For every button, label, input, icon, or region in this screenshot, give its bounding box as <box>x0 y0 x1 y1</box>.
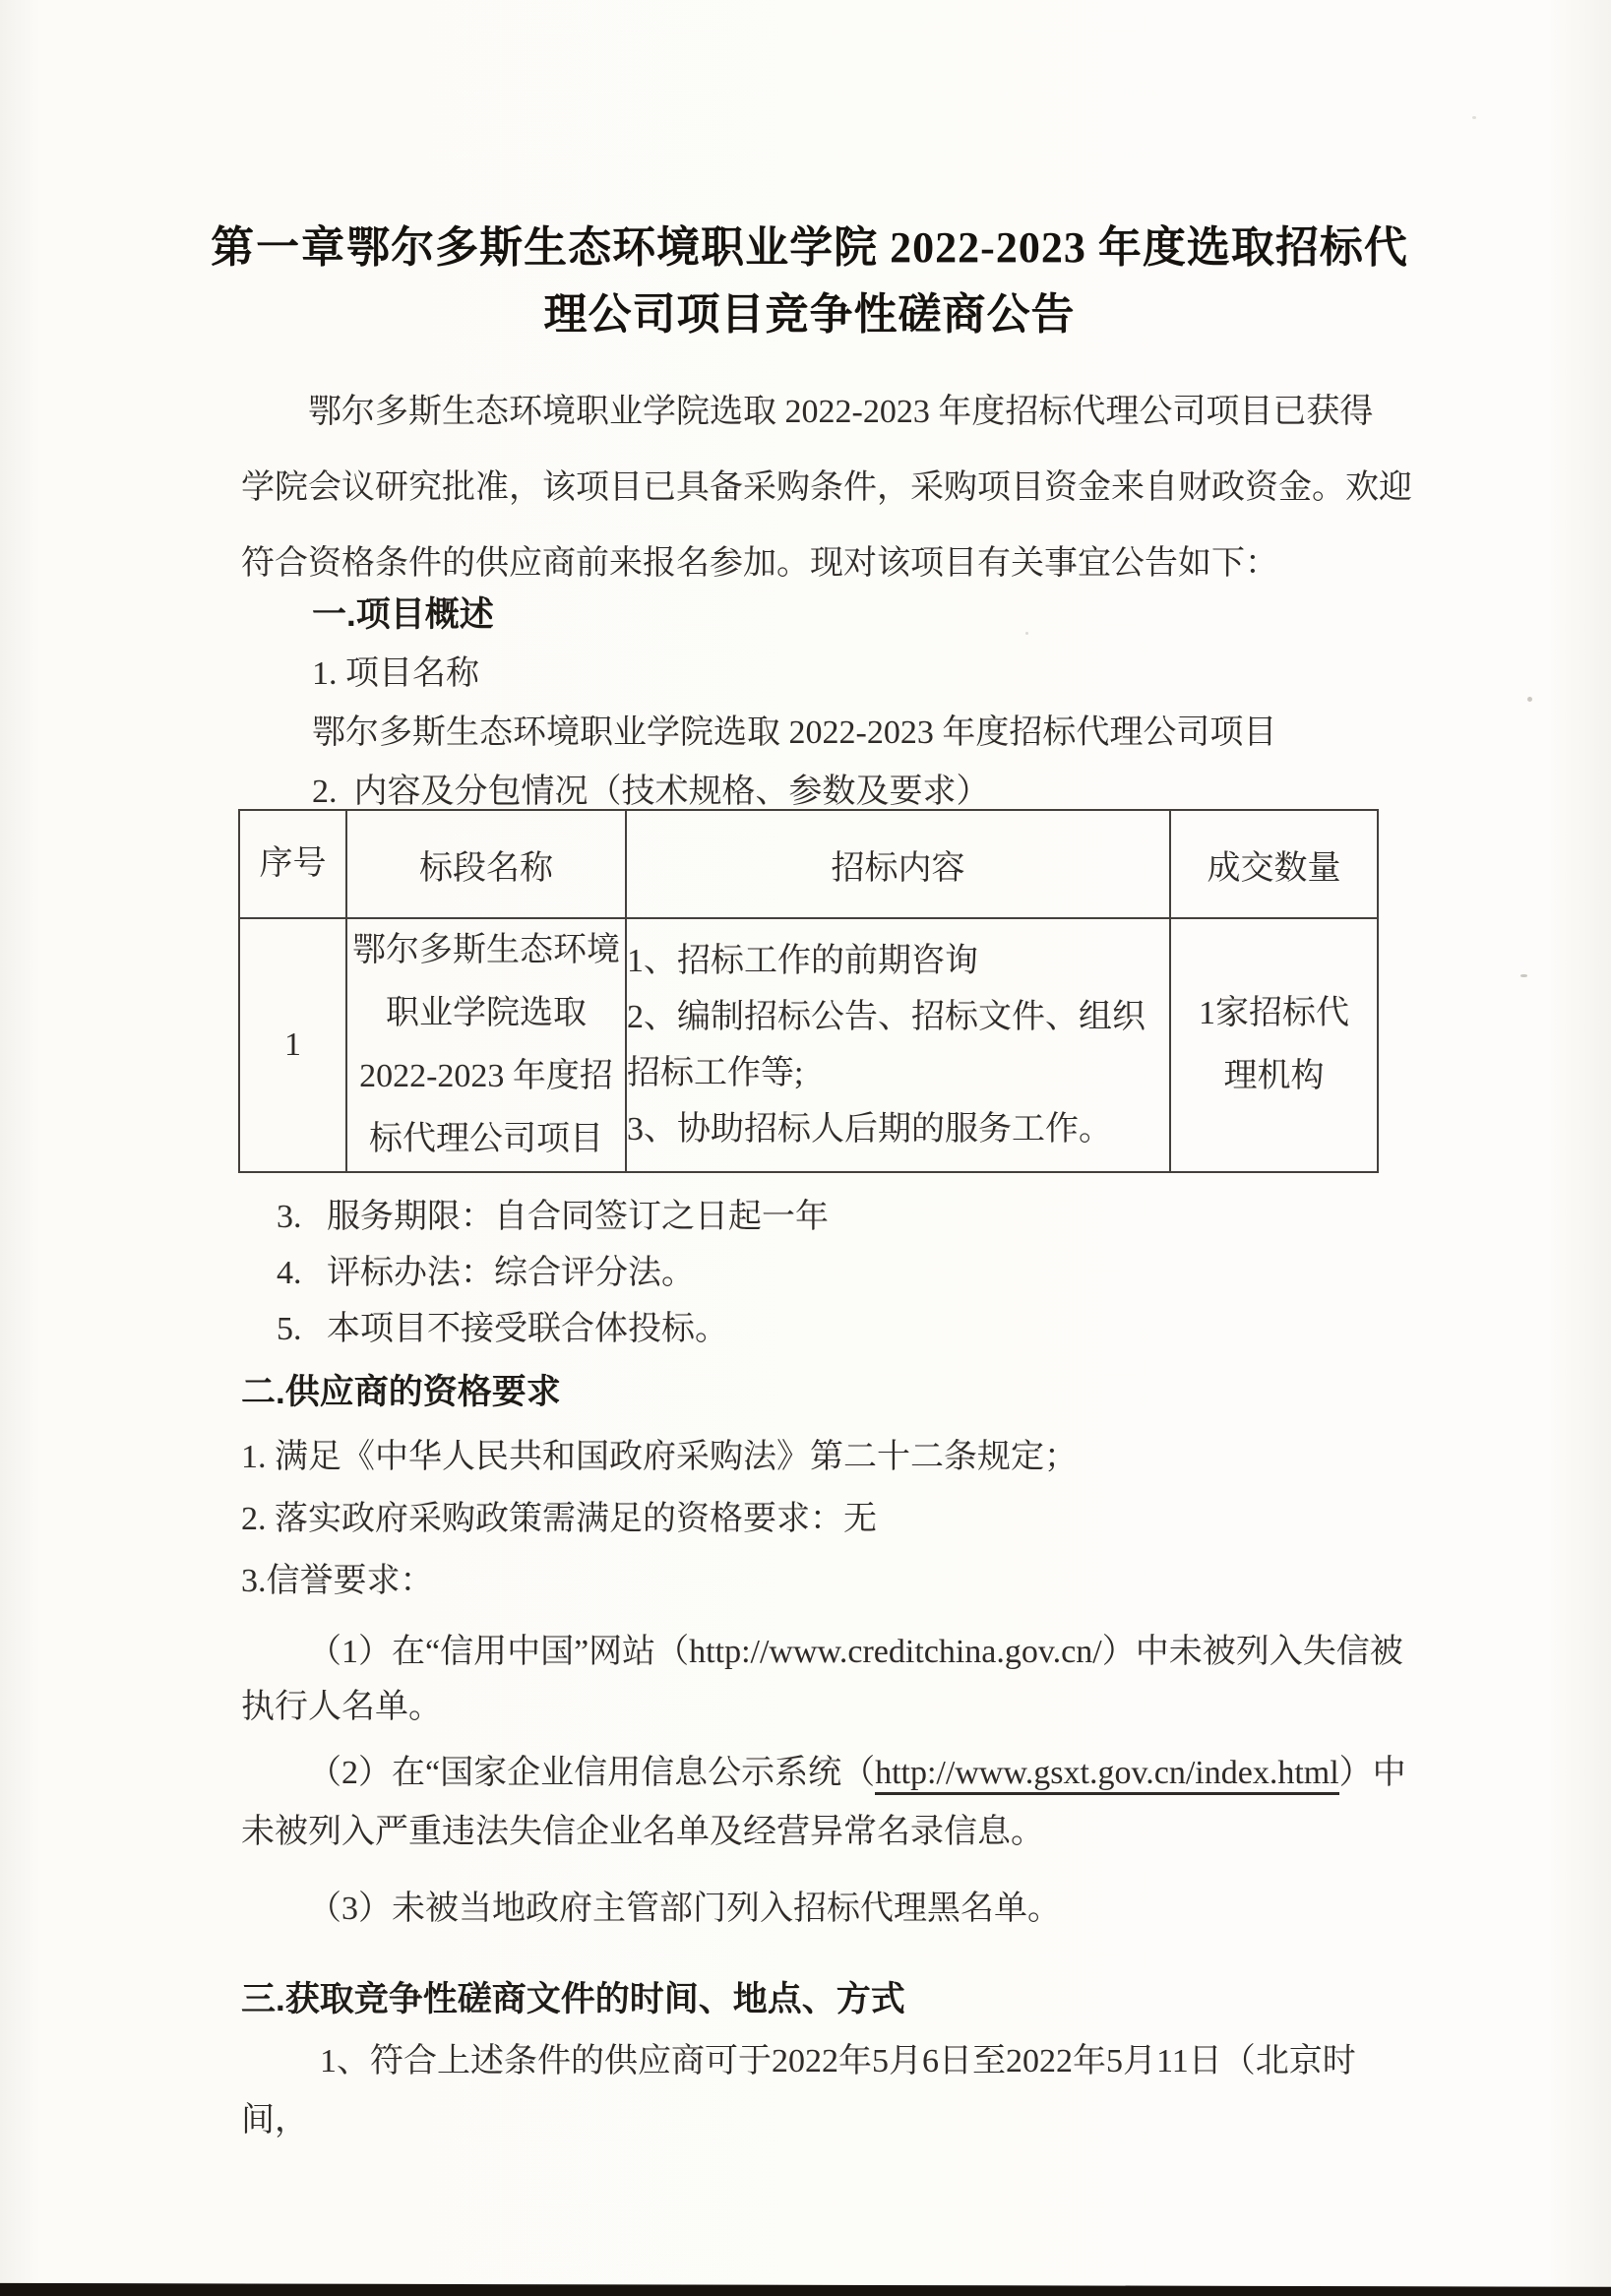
project-name-value: 鄂尔多斯生态环境职业学院选取 2022-2023 年度招标代理公司项目 <box>312 714 1277 751</box>
section-1-heading: 一.项目概述 <box>312 595 494 634</box>
cell-deal-quantity <box>1170 918 1378 1172</box>
deal-quantity-line: 1家招标代 <box>1199 995 1349 1031</box>
qualification-item-3: 3.信誉要求： <box>241 1563 434 1599</box>
credit-2-line: 未被列入严重违法失信企业名单及经营异常名录信息。 <box>241 1814 1044 1850</box>
cell-section-name <box>346 918 626 1172</box>
table-row <box>239 918 1378 1172</box>
qualification-item-2: 2. 落实政府采购政策需满足的资格要求：无 <box>241 1501 877 1537</box>
table-header-deal-quantity: 成交数量 <box>1170 810 1378 918</box>
section-3-heading: 三.获取竞争性磋商文件的时间、地点、方式 <box>241 1980 905 2018</box>
chapter-prefix: 第一章 <box>211 223 347 272</box>
credit-requirement-2 <box>241 1744 1417 1862</box>
cell-bid-content <box>626 918 1170 1172</box>
credit-2-pre-text: （2）在“国家企业信用信息公示系统（ <box>308 1755 876 1791</box>
no-consortium-item: 5. 本项目不接受联合体投标。 <box>277 1311 728 1347</box>
credit-requirement-3: （3）未被当地政府主管部门列入招标代理黑名单。 <box>308 1891 1061 1927</box>
qualification-item-1: 1. 满足《中华人民共和国政府采购法》第二十二条规定； <box>241 1439 1078 1475</box>
section-3-item-1: 1、符合上述条件的供应商可于2022年5月6日至2022年5月11日（北京时间， <box>241 2043 1356 2139</box>
credit-1-line: （1）在“信用中国”网站（http://www.creditchina.gov.cn/）中未被列入失信被 <box>308 1634 1403 1670</box>
scan-speck <box>1520 974 1527 977</box>
bid-content-line: 1、招标工作的前期咨询 <box>627 943 978 979</box>
intro-line: 符合资格条件的供应商前来报名参加。现对该项目有关事宜公告如下： <box>241 545 1278 582</box>
title-line-1-text: 鄂尔多斯生态环境职业学院 2022-2023 年度选取招标代 <box>346 223 1408 272</box>
bid-content-line: 招标工作等; <box>627 1055 804 1091</box>
credit-2-post-text: ）中 <box>1338 1755 1406 1791</box>
content-packaging-label: 2. 内容及分包情况（技术规格、参数及要求） <box>312 774 990 810</box>
scan-bottom-edge <box>0 2280 1611 2296</box>
section-name-line: 标代理公司项目 <box>369 1121 603 1157</box>
table-header-row <box>239 810 1378 918</box>
intro-paragraph <box>241 374 1417 601</box>
section-name-line: 鄂尔多斯生态环境 <box>352 932 620 968</box>
evaluation-method-item: 4. 评标办法：综合评分法。 <box>277 1255 695 1291</box>
gsxt-url-text: http://www.gsxt.gov.cn/index.html <box>875 1755 1339 1795</box>
section-name-line: 2022-2023 年度招 <box>359 1058 613 1094</box>
section-1-items-3-5 <box>277 1189 1417 1357</box>
page-title <box>202 215 1417 348</box>
lots-table <box>238 809 1379 1173</box>
table-header-seq-no: 序号 <box>239 810 346 918</box>
credit-1-line: 执行人名单。 <box>241 1689 442 1725</box>
section-name-line: 职业学院选取 <box>386 995 587 1031</box>
credit-2-line <box>241 1744 1417 1803</box>
credit-requirement-1 <box>241 1625 1417 1735</box>
project-name-label: 1. 项目名称 <box>312 655 479 692</box>
title-line-1 <box>202 215 1417 281</box>
bid-content-line: 3、协助招标人后期的服务工作。 <box>627 1111 1112 1148</box>
table-header-section-name: 标段名称 <box>346 810 626 918</box>
scan-speck <box>1527 697 1532 702</box>
intro-line: 学院会议研究批准，该项目已具备采购条件，采购项目资金来自财政资金。欢迎 <box>241 469 1412 506</box>
supplier-qualification-items <box>241 1426 1417 1612</box>
scan-speck <box>1472 116 1476 119</box>
table-header-bid-content: 招标内容 <box>626 810 1170 918</box>
intro-line: 鄂尔多斯生态环境职业学院选取 2022-2023 年度招标代理公司项目已获得 <box>308 394 1374 430</box>
section-2-heading: 二.供应商的资格要求 <box>241 1373 561 1411</box>
service-term-item: 3. 服务期限：自合同签订之日起一年 <box>277 1199 829 1235</box>
document-content <box>211 0 1417 2150</box>
bid-content-line: 2、编制招标公告、招标文件、组织 <box>627 999 1146 1035</box>
section-1-project-overview <box>312 586 1417 822</box>
cell-seq-no: 1 <box>239 918 346 1172</box>
scan-speck <box>1025 632 1028 635</box>
deal-quantity-line: 理机构 <box>1223 1058 1325 1094</box>
title-line-2: 理公司项目竞争性磋商公告 <box>543 290 1076 339</box>
